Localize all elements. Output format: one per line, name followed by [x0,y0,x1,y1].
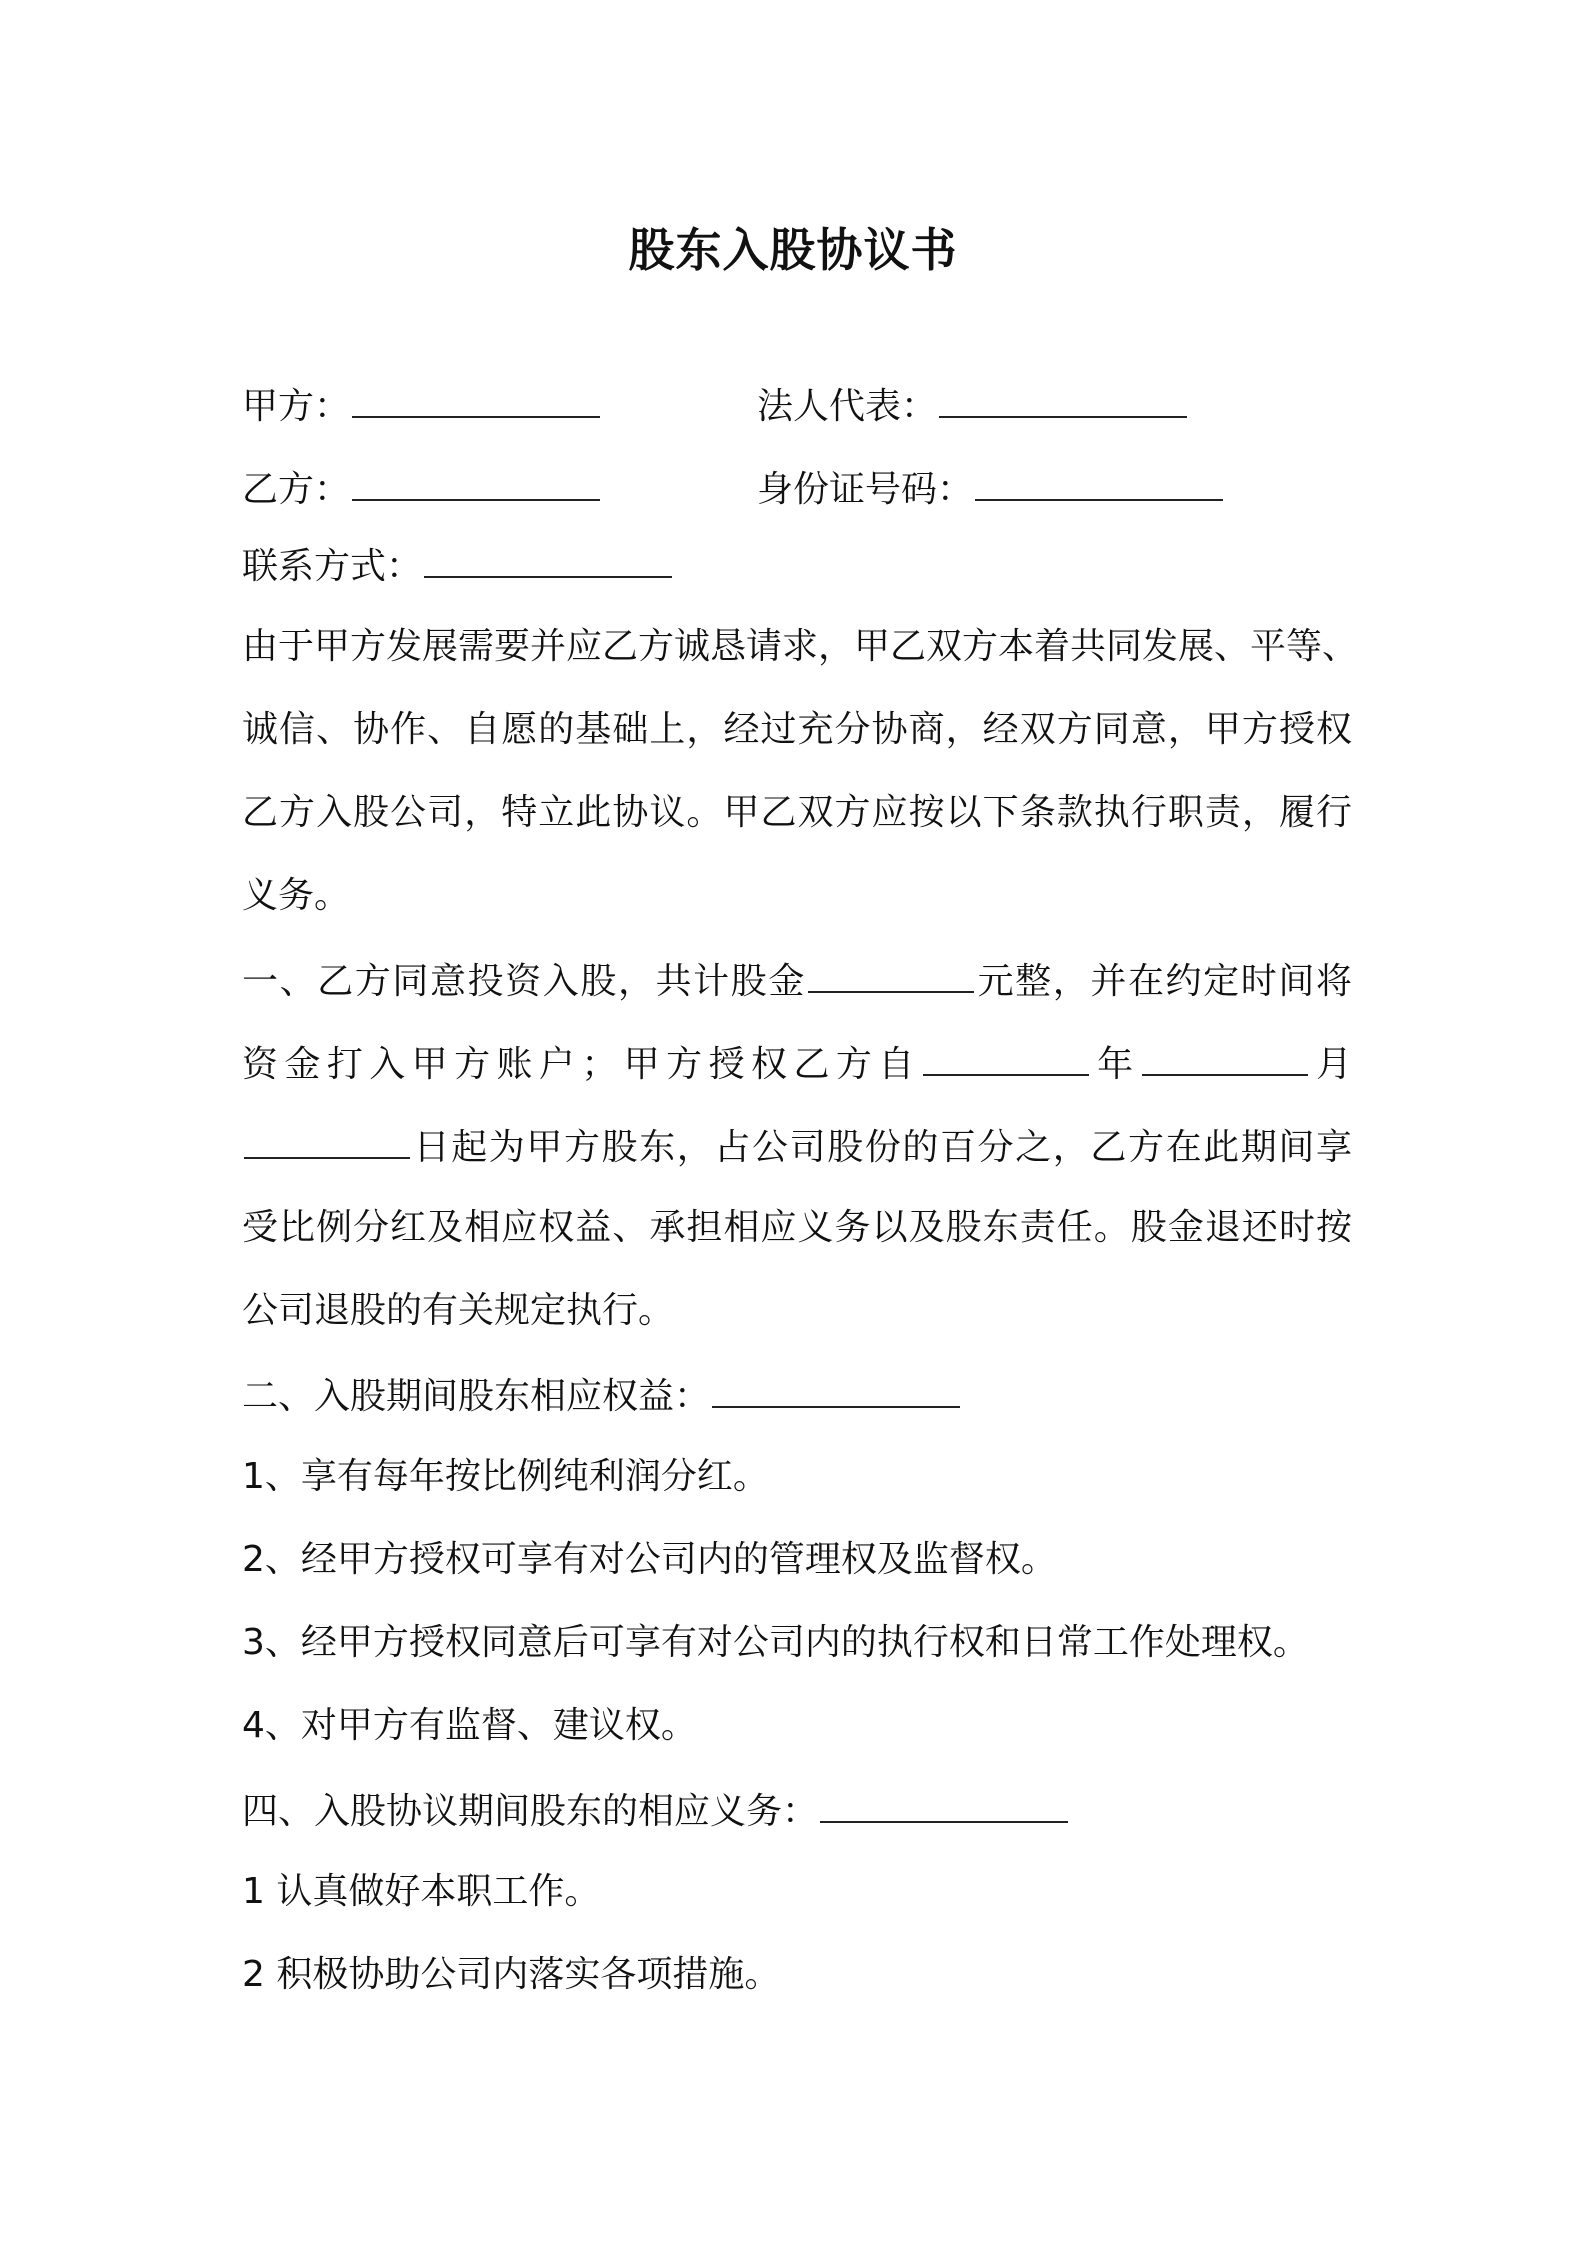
id-number-field [757,463,1225,514]
intro-line-1: 由于甲方发展需要并应乙方诚恳请求，甲乙双方本着共同发展、平等、 [242,626,1359,667]
id-number-blank[interactable] [975,463,1223,501]
legal-rep-field [757,380,1189,431]
id-number-label: 身份证号码： [757,469,974,510]
day-blank[interactable] [244,1121,410,1159]
clause1-line-3 [242,1121,1352,1172]
clause2-item: 4、对甲方有监督、建议权。 [242,1705,697,1746]
clause2-item: 3、经甲方授权同意后可享有对公司内的执行权和日常工作处理权。 [242,1622,1309,1663]
clause4-blank[interactable] [820,1785,1068,1823]
clause2-blank[interactable] [712,1370,960,1408]
document-title: 股东入股协议书 [628,223,958,277]
month-blank[interactable] [1142,1038,1308,1076]
year-blank[interactable] [923,1038,1089,1076]
clause2-item: 2、经甲方授权可享有对公司内的管理权及监督权。 [242,1539,1057,1580]
clause2-heading [242,1370,962,1421]
party-b-label: 乙方： [242,469,351,510]
clause1-line1-text-b: 元整，并在约定时间将 [975,961,1352,1002]
contact-label: 联系方式： [242,546,423,587]
intro-line-2: 诚信、协作、自愿的基础上，经过充分协商，经双方同意，甲方授权 [242,709,1352,750]
party-a-blank[interactable] [352,380,600,418]
party-a-field [242,380,602,431]
clause4-item: 2 积极协助公司内落实各项措施。 [242,1954,781,1995]
clause1-month-label: 月 [1309,1044,1352,1085]
party-a-label: 甲方： [242,386,351,427]
legal-rep-label: 法人代表： [757,386,938,427]
share-amount-blank[interactable] [808,955,974,993]
intro-line-4: 义务。 [242,875,351,916]
clause2-heading-text: 二、入股期间股东相应权益： [242,1376,711,1417]
clause1-line-5: 公司退股的有关规定执行。 [242,1290,675,1331]
clause1-line2-text-a: 资金打入甲方账户；甲方授权乙方自 [242,1044,921,1085]
intro-line-3: 乙方入股公司，特立此协议。甲乙双方应按以下条款执行职责，履行 [242,792,1352,833]
clause1-line3-text: 日起为甲方股东，占公司股份的百分之，乙方在此期间享 [412,1127,1352,1168]
clause1-line1-text-a: 一、乙方同意投资入股，共计股金 [242,961,806,1002]
contact-field [242,540,674,591]
clause1-year-label: 年 [1090,1044,1140,1085]
contact-blank[interactable] [424,540,672,578]
clause1-line-4: 受比例分红及相应权益、承担相应义务以及股东责任。股金退还时按 [242,1207,1352,1248]
clause1-line-2 [242,1038,1352,1089]
legal-rep-blank[interactable] [939,380,1187,418]
clause4-item: 1 认真做好本职工作。 [242,1871,601,1912]
clause4-heading-text: 四、入股协议期间股东的相应义务： [242,1791,819,1832]
clause4-heading [242,1785,1070,1836]
clause1-line-1 [242,955,1352,1006]
clause2-item: 1、享有每年按比例纯利润分红。 [242,1456,769,1497]
party-b-field [242,463,602,514]
party-b-blank[interactable] [352,463,600,501]
